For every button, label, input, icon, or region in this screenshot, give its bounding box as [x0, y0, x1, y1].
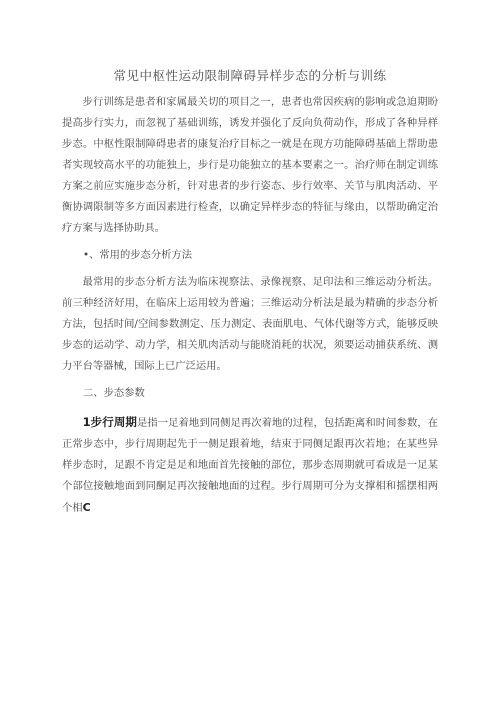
gait-cycle-text: 是指一足着地到同侧足再次着地的过程，包括距离和时间参数，在正常步态中，步行周期起先于一侧足跟着地，结束于同侧足跟再次若地；在某些异样步态时，足跟不肯定是足和地面首先接触的部位，那步态周期就可看成是一足某个部位接触地面到同酮足再次接触地面的过程。步行周期可分为支撑相和摇摆相两个相 — [62, 417, 438, 514]
gait-cycle-term: 1步行周期 — [82, 415, 138, 429]
analysis-methods-paragraph: 最常用的步态分析方法为临床视察法、录像视察、足印法和三维运动分析法。前三种经济好用，在临床上运用较为普遍；三维运动分析法是最为精确的步态分析方法，包括时间/空间参数测定、压力测定、表面肌电、气体代谢等方式，能够反映步态的运动学、动力学，相关肌肉活动与能晓消耗的状况，须要运动捕获系统、测力平台等器械，国际上已广泛运用。 — [62, 276, 438, 372]
section-heading-gait-parameters: 二、步态参数 — [83, 387, 145, 399]
document-body — [62, 92, 438, 519]
section-heading-analysis-methods: •、常用的步态分析方法 — [83, 249, 193, 261]
gait-cycle-tail: C — [82, 501, 91, 514]
intro-paragraph: 步行训练是患者和家属最关切的项目之一，患者也常因疾病的影响或急迫期盼提高步行实力，而忽视了基础训练，诱发并强化了反向负荷动作，形成了各种异样步态。中枢性限制障碍患者的康复治疗目标之一就是在现方功能障碍基础上帮助患者实现较高水平的功能独上，步行是功能独立的基本要素之一。治疗师在制定训练方案之前应实施步态分析，针对患者的步行姿态、步行效率、关节与肌肉活动、平衡协调限制等多方面因素进行检查，以确定异样步态的特征与缘由，以帮助确定治疗方案与选择协助具。 — [62, 96, 438, 234]
document-title: 常见中枢性运动限制障碍异样步态的分析与训练 — [113, 68, 387, 83]
gait-cycle-paragraph — [62, 412, 438, 519]
